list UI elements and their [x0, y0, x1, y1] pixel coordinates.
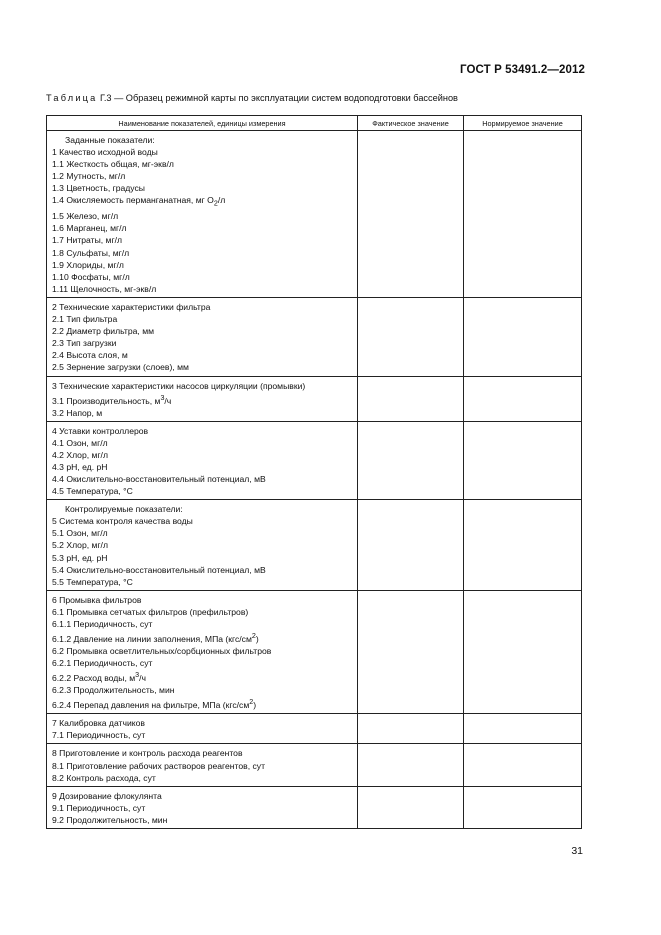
row-4-indicators — [47, 421, 358, 500]
row-line: 1.10 Фосфаты, мг/л — [52, 271, 130, 282]
row-5-indicators — [47, 500, 358, 591]
row-line: Контролируемые показатели: — [65, 504, 183, 515]
row-line-tail: ) — [255, 634, 259, 644]
table-row — [47, 786, 582, 828]
table-row — [47, 131, 582, 298]
row-line — [52, 669, 357, 684]
row-line: 5.3 pH, ед. pH — [52, 552, 108, 563]
row-line: 7.1 Периодичность, сут — [52, 730, 146, 741]
normative-value-cell — [464, 786, 582, 828]
row-line: 4.1 Озон, мг/л — [52, 437, 108, 448]
table-row — [47, 500, 582, 591]
column-header-normative: Нормируемое значение — [464, 116, 582, 131]
table-row — [47, 297, 582, 376]
row-line — [52, 696, 357, 711]
page-number: 31 — [571, 845, 583, 857]
table-header-row — [47, 116, 582, 131]
row-line-tail: /л — [217, 195, 226, 206]
superscript: 3 — [135, 671, 140, 680]
row-1-indicators — [47, 131, 358, 298]
table-row — [47, 376, 582, 421]
row-line: 5 Система контроля качества воды — [52, 516, 193, 527]
row-line: 5.2 Хлор, мг/л — [52, 540, 108, 551]
caption-label: Таблица — [46, 93, 98, 103]
column-header-actual: Фактическое значение — [358, 116, 464, 131]
row-line: 2 Технические характеристики фильтра — [52, 301, 211, 312]
row-line-text: 6.2.2 Расход воды, м — [52, 673, 136, 684]
row-8-indicators — [47, 744, 358, 786]
row-line: 9.2 Продолжительность, мин — [52, 814, 168, 825]
row-line: 6.2.1 Периодичность, сут — [52, 658, 153, 669]
row-line: 5.4 Окислительно-восстановительный потенциал, мВ — [52, 564, 266, 575]
row-line: 7 Калибровка датчиков — [52, 718, 145, 729]
normative-value-cell — [464, 714, 582, 744]
actual-value-cell — [358, 714, 464, 744]
superscript: 2 — [251, 632, 256, 641]
row-line: 6.2.3 Продолжительность, мин — [52, 685, 175, 696]
row-line: 6 Промывка фильтров — [52, 594, 142, 605]
caption-number: Г.3 — [100, 93, 112, 103]
row-line: 4.3 pH, ед. pH — [52, 461, 108, 472]
row-line: 2.4 Высота слоя, м — [52, 350, 128, 361]
actual-value-cell — [358, 131, 464, 298]
row-line: 5.5 Температура, °С — [52, 576, 133, 587]
actual-value-cell — [358, 421, 464, 500]
normative-value-cell — [464, 131, 582, 298]
actual-value-cell — [358, 786, 464, 828]
table-caption — [46, 93, 458, 103]
table-row — [47, 590, 582, 713]
row-line-tail: /ч — [139, 673, 147, 684]
row-line: 2.3 Тип загрузки — [52, 338, 117, 349]
row-line: 9 Дозирование флокулянта — [52, 790, 162, 801]
row-line: 5.1 Озон, мг/л — [52, 528, 108, 539]
regime-map-table — [46, 115, 582, 829]
row-line: 4.2 Хлор, мг/л — [52, 449, 108, 460]
normative-value-cell — [464, 421, 582, 500]
row-line: 4.4 Окислительно-восстановительный потенциал, мВ — [52, 474, 266, 485]
actual-value-cell — [358, 297, 464, 376]
row-line-text: 1.4 Окисляемость перманганатная, мг O — [52, 195, 214, 206]
column-header-name: Наименование показателей, единицы измерения — [47, 116, 358, 131]
table-row — [47, 744, 582, 786]
actual-value-cell — [358, 744, 464, 786]
row-line — [52, 194, 357, 210]
table-row — [47, 421, 582, 500]
actual-value-cell — [358, 376, 464, 421]
row-line: 1.6 Марганец, мг/л — [52, 223, 127, 234]
row-line: 1.1 Жесткость общая, мг-экв/л — [52, 159, 174, 170]
row-line: 2.2 Диаметр фильтра, мм — [52, 326, 155, 337]
row-line: 9.1 Периодичность, сут — [52, 802, 146, 813]
row-line-text: 6.1.2 Давление на линии заполнения, МПа (кгс/см — [52, 634, 252, 644]
row-line: 1 Качество исходной воды — [52, 147, 158, 158]
row-line-text: 6.2.4 Перепад давления на фильтре, МПа (кгс/см — [52, 700, 250, 711]
actual-value-cell — [358, 500, 464, 591]
actual-value-cell — [358, 590, 464, 713]
document-code: ГОСТ Р 53491.2—2012 — [460, 64, 585, 76]
caption-title: — Образец режимной карты по эксплуатации систем водоподготовки бассейнов — [111, 93, 458, 103]
row-line: 3 Технические характеристики насосов циркуляции (промывки) — [52, 380, 306, 391]
row-line: 4 Уставки контроллеров — [52, 425, 149, 436]
row-line: 4.5 Температура, °С — [52, 486, 133, 497]
row-line — [52, 392, 357, 407]
row-line: 1.11 Щелочность, мг-экв/л — [52, 283, 157, 294]
row-3-indicators — [47, 376, 358, 421]
row-line: 1.8 Сульфаты, мг/л — [52, 247, 130, 258]
row-line-tail: /ч — [164, 395, 172, 406]
row-line: 1.3 Цветность, градусы — [52, 183, 145, 194]
row-line: 1.9 Хлориды, мг/л — [52, 259, 124, 270]
row-line: 6.1.1 Периодичность, сут — [52, 619, 153, 630]
normative-value-cell — [464, 744, 582, 786]
row-line-text: 3.1 Производительность, м — [52, 395, 161, 406]
row-9-indicators — [47, 786, 358, 828]
row-line-tail: ) — [253, 700, 257, 711]
row-line: 1.5 Железо, мг/л — [52, 211, 119, 222]
row-line: 3.2 Напор, м — [52, 407, 103, 418]
row-line: 6.1 Промывка сетчатых фильтров (префильтров) — [52, 606, 249, 617]
row-line: 2.5 Зернение загрузки (слоев), мм — [52, 362, 189, 373]
row-line: 2.1 Тип фильтра — [52, 314, 118, 325]
row-line: 8 Приготовление и контроль расхода реагентов — [52, 748, 243, 759]
superscript: 3 — [160, 393, 165, 402]
row-line: 8.2 Контроль расхода, сут — [52, 772, 156, 783]
row-6-indicators — [47, 590, 358, 713]
row-line: 8.1 Приготовление рабочих растворов реагентов, сут — [52, 760, 266, 771]
row-line: Заданные показатели: — [65, 135, 155, 145]
superscript: 2 — [249, 698, 254, 707]
table-row — [47, 714, 582, 744]
row-line: 1.7 Нитраты, мг/л — [52, 235, 122, 246]
row-7-indicators — [47, 714, 358, 744]
row-line: 6.2 Промывка осветлительных/сорбционных фильтров — [52, 646, 272, 657]
row-line — [52, 630, 357, 645]
normative-value-cell — [464, 376, 582, 421]
subscript: 2 — [213, 200, 218, 209]
normative-value-cell — [464, 500, 582, 591]
normative-value-cell — [464, 590, 582, 713]
row-line: 1.2 Мутность, мг/л — [52, 171, 126, 182]
row-2-indicators — [47, 297, 358, 376]
normative-value-cell — [464, 297, 582, 376]
